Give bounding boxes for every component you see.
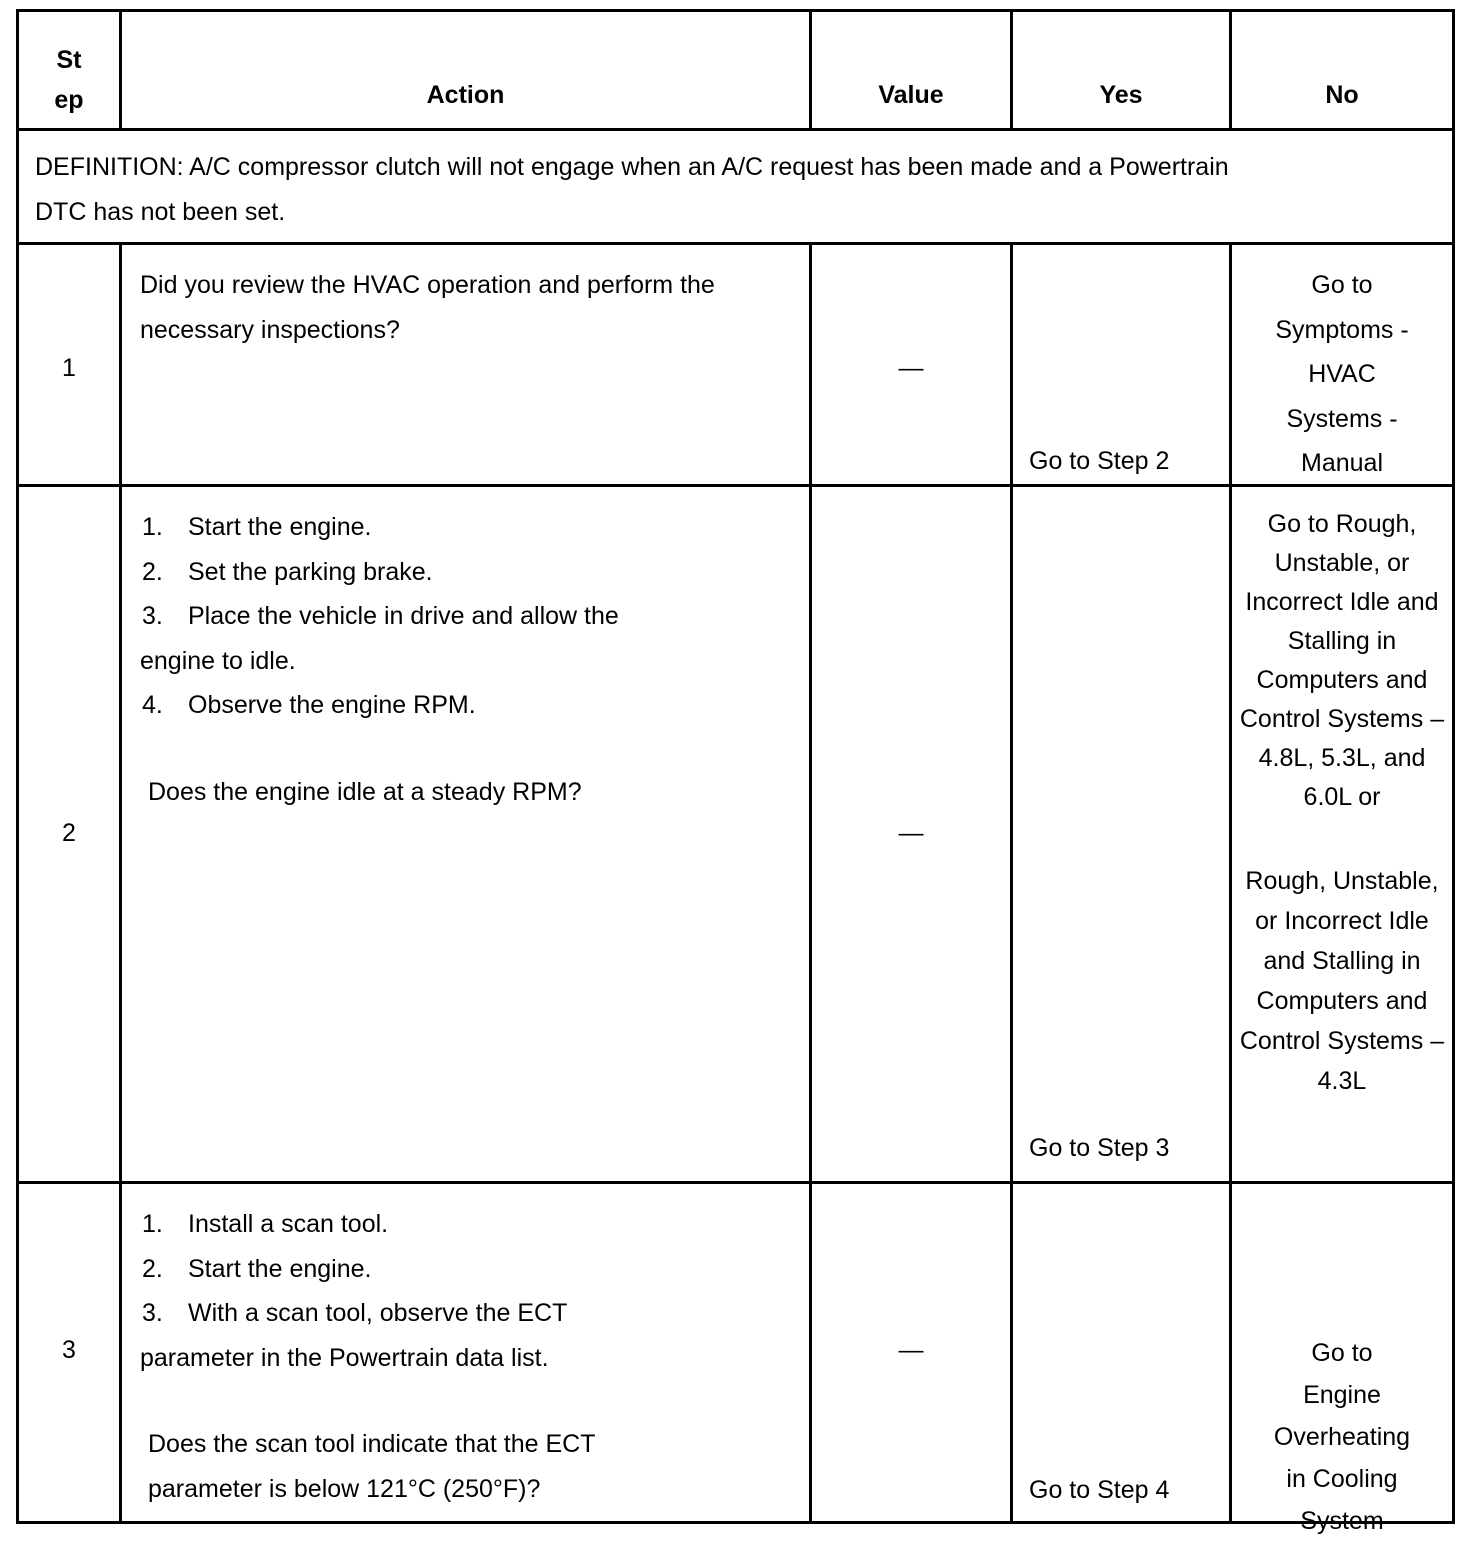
definition-text: DEFINITION: A/C compressor clutch will not engage when an A/C request has been made and a Powertrain DTC has not been set.	[35, 153, 1229, 226]
step-number: 1	[62, 354, 76, 382]
header-step	[18, 11, 121, 130]
action-cell	[121, 1183, 811, 1523]
table-row	[18, 244, 1454, 486]
step-number: 3	[62, 1336, 76, 1364]
yes-text: Go to Step 3	[1029, 1134, 1170, 1162]
action-text: Did you review the HVAC operation and perform the necessary inspections?	[140, 271, 715, 344]
no-text-part1: Go to Rough, Unstable, or Incorrect Idle and Stalling in Computers and Control Systems – 4.8L, 5.3L, and 6.0L or	[1239, 510, 1445, 811]
list-item: 2. Start the engine.	[142, 1254, 372, 1283]
no-cell	[1231, 486, 1454, 1183]
list-item: 1. Install a scan tool.	[142, 1210, 389, 1238]
step-number: 2	[62, 819, 76, 847]
header-action: Action	[121, 11, 811, 130]
value-cell	[811, 486, 1012, 1183]
list-item: 3. Place the vehicle in drive and allow the engine to idle.	[140, 602, 619, 675]
action-list	[140, 505, 680, 814]
no-cell	[1231, 1183, 1454, 1535]
table-row	[18, 1183, 1454, 1523]
table-row	[18, 486, 1454, 1183]
diagnostic-table	[16, 9, 1455, 1535]
no-cell	[1231, 244, 1454, 486]
header-no: No	[1231, 11, 1454, 130]
yes-cell	[1012, 486, 1231, 1183]
no-text-part2: Rough, Unstable, or Incorrect Idle and Stalling in Computers and Control Systems – 4.3L	[1239, 867, 1445, 1095]
definition-row	[18, 130, 1454, 244]
step-number-cell	[18, 244, 121, 486]
value-cell	[811, 1183, 1012, 1523]
no-text: Go to Engine Overheating in Cooling System	[1273, 1339, 1411, 1535]
list-item: 1. Start the engine.	[142, 513, 372, 541]
list-item: 4. Observe the engine RPM.	[142, 691, 476, 719]
action-cell	[121, 486, 811, 1183]
no-text: Go to Symptoms - HVAC Systems - Manual	[1275, 271, 1409, 477]
step-number-cell	[18, 1183, 121, 1523]
value-text: —	[898, 1336, 924, 1364]
value-text: —	[898, 819, 924, 847]
yes-cell	[1012, 1183, 1231, 1523]
step-number-cell	[18, 486, 121, 1183]
yes-text: Go to Step 4	[1029, 1476, 1170, 1504]
action-list	[140, 1202, 660, 1511]
value-cell	[811, 244, 1012, 486]
question-text: Does the scan tool indicate that the ECT parameter is below 121°C (250°F)?	[148, 1430, 596, 1503]
header-row	[18, 11, 1454, 130]
header-yes: Yes	[1012, 11, 1231, 130]
list-item: 3. With a scan tool, observe the ECT parameter in the Powertrain data list.	[140, 1299, 567, 1372]
definition-cell	[18, 130, 1454, 244]
header-value: Value	[811, 11, 1012, 130]
question-text: Does the engine idle at a steady RPM?	[148, 777, 582, 806]
yes-cell	[1012, 244, 1231, 486]
list-item: 2. Set the parking brake.	[142, 557, 433, 586]
action-cell	[121, 244, 811, 486]
yes-text: Go to Step 2	[1029, 447, 1170, 475]
header-step-line2: ep	[54, 86, 84, 114]
header-step-line1: St	[56, 46, 82, 74]
value-text: —	[898, 354, 924, 382]
